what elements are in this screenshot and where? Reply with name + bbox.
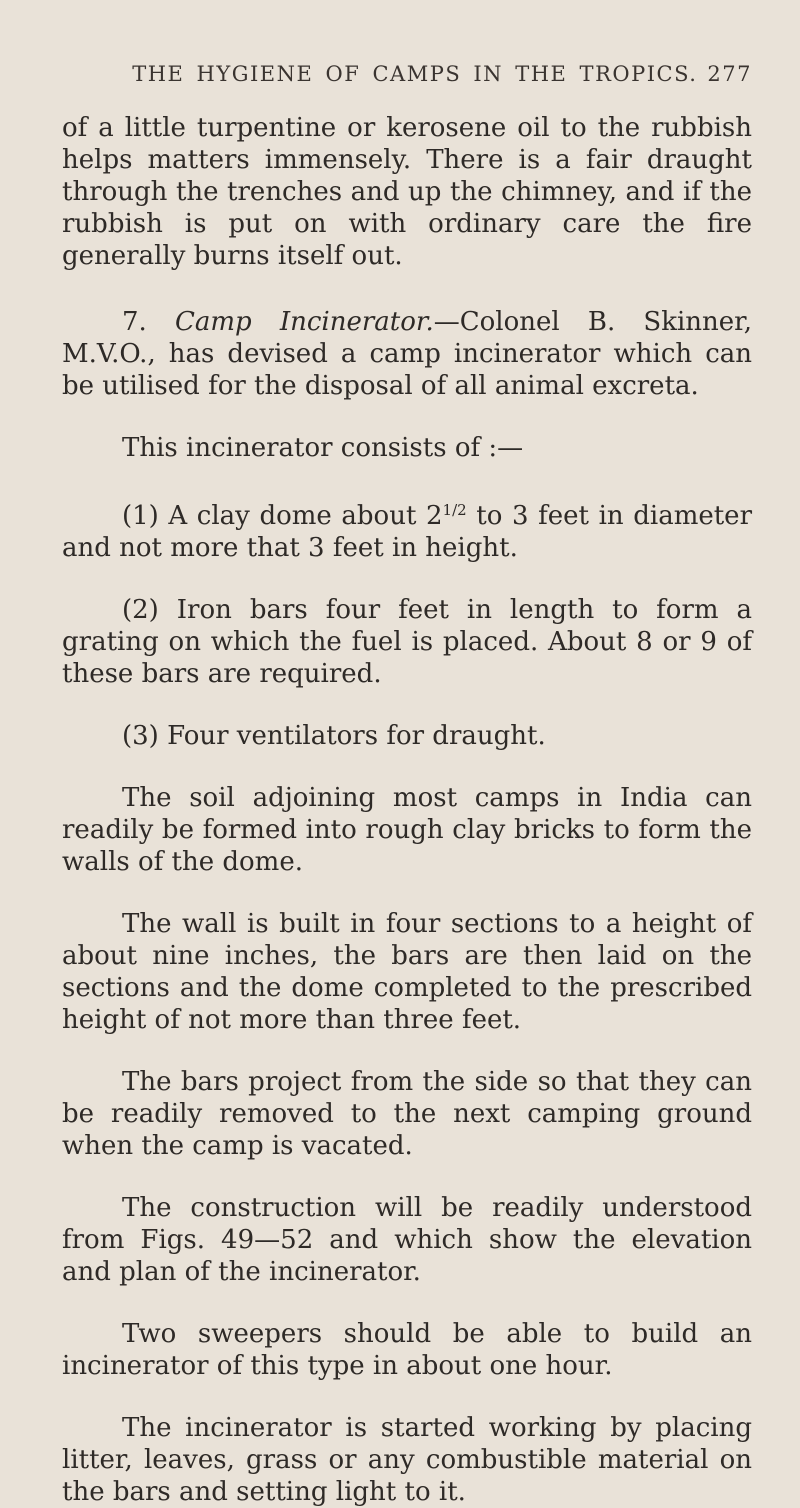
paragraph-started: The incinerator is started working by placing litter, leaves, grass or any combustible material on the bars and setting light to it. [62,1413,752,1507]
paragraph-item-1 [62,494,752,564]
paragraph-continuation: of a little turpentine or kerosene oil to the rubbish helps matters immensely. There is a fair draught through the trenches and up the chimney, and if the rubbish is put on with ordinary care the fire generally burns itself out. [62,113,752,271]
paragraph-camp-incinerator [62,306,752,402]
paragraph-bars: The bars project from the side so that they can be readily removed to the next camping ground when the camp is vacated. [62,1067,752,1161]
body-text [62,112,752,1508]
section-number: 7. [122,307,147,337]
paragraph-sweepers: Two sweepers should be able to build an incinerator of this type in about one hour. [62,1319,752,1381]
paragraph-item-3: (3) Four ventilators for draught. [122,721,546,751]
section-heading: Camp Incinerator. [174,307,434,337]
paragraph-wall: The wall is built in four sections to a height of about nine inches, the bars are then laid on the sections and the dome completed to the prescribed height of not more than three feet. [62,909,752,1035]
item-1-text-a: (1) A clay dome about 2 [122,501,443,531]
page-number: 277 [707,62,752,86]
fraction-half: 1/2 [442,501,467,519]
paragraph-construction: The construction will be readily understood from Figs. 49—52 and which show the elevation and plan of the incinerator. [62,1193,752,1287]
paragraph-item-2: (2) Iron bars four feet in length to form a grating on which the fuel is placed. About 8 or 9 of these bars are required. [62,595,752,689]
running-head [62,0,752,86]
running-head-title: THE HYGIENE OF CAMPS IN THE TROPICS. [132,62,698,86]
paragraph-soil: The soil adjoining most camps in India can readily be formed into rough clay bricks to form the walls of the dome. [62,783,752,877]
paragraph-consists-of: This incinerator consists of :— [122,433,524,463]
section-body: —Colonel B. Skinner, M.V.O., has devised a camp incinerator which can be utilised for the disposal of all animal excreta. [62,307,752,401]
item-1-text-b: to 3 feet in diameter and not more that 3 feet in height. [62,501,752,563]
